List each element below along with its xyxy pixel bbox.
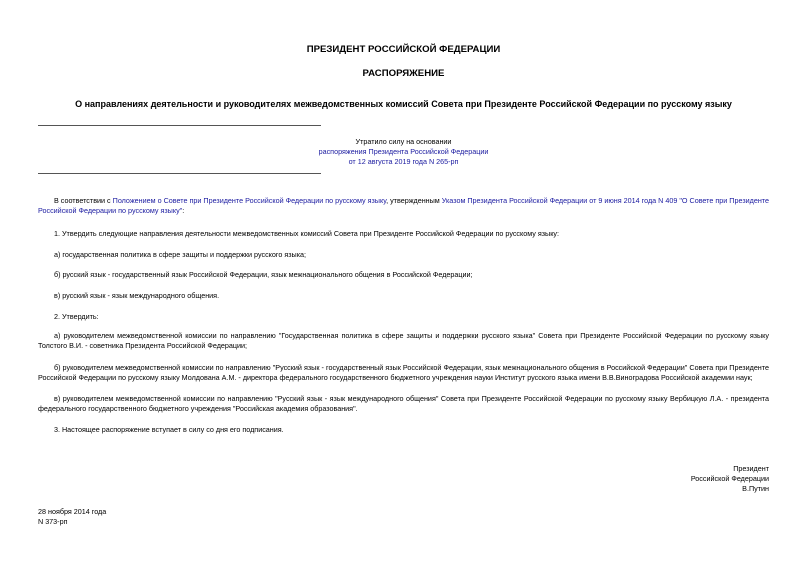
status-note [290,137,517,167]
preamble-text-1: В соответствии с [54,196,113,205]
paragraph-2a: а) руководителем межведомственной комиссии по направлению "Государственная политика в сфере защиты и поддержки русского языка" Совета при Президенте Российской Федерации по русскому языку Толстого В.И. - советника Президента Российской Федерации; [38,331,769,350]
paragraph-2b: б) руководителем межведомственной комиссии по направлению "Русский язык - государственный язык Российской Федерации, язык межнационального общения в Российской Федерации" Совета при Президенте Российской Федерации по русскому языку Молдована А.М. - директора федерального государственного бюджетного учреждения науки Институт русского языка имени В.В.Виноградова Российской академии наук; [38,363,769,382]
signature-name: В.Путин [742,484,769,493]
decree-link[interactable]: Указом Президента Российской Федерации от 9 июня 2014 года N 409 "О Совете при Президенте Российской Федерации по русскому языку" [38,196,769,215]
paragraph-2c: в) руководителем межведомственной комиссии по направлению "Русский язык - язык международного общения" Совета при Президенте Российской Федерации по русскому языку Вербицкую Л.А. - президента федерального государственного бюджетного учреждения "Российская академия образования". [38,394,769,413]
document-footer [38,507,238,527]
signature-title: Президент [733,464,769,473]
signature-block [560,464,769,494]
paragraph-2: 2. Утвердить: [54,312,99,321]
document-authority: ПРЕЗИДЕНТ РОССИЙСКОЙ ФЕДЕРАЦИИ [306,44,501,55]
status-note-link[interactable]: распоряжения Президента Российской Федерации [318,147,489,156]
regulation-link[interactable]: Положением о Совете при Президенте Российской Федерации по русскому языку [112,196,387,205]
paragraph-1: 1. Утвердить следующие направления деятельности межведомственных комиссий Совета при Президенте Российской Федерации по русскому языку: [54,229,560,238]
preamble-text-2: , утвержденным [386,196,442,205]
document-type: РАСПОРЯЖЕНИЕ [362,68,445,79]
divider-top [38,125,321,126]
divider-bottom [38,173,321,174]
signature-country: Российской Федерации [690,474,769,483]
preamble [38,196,769,216]
status-note-date[interactable]: от 12 августа 2019 года N 265-рп [348,157,459,166]
document-number: N 373-рп [38,517,68,526]
paragraph-1b: б) русский язык - государственный язык Российской Федерации, язык межнационального общения в Российской Федерации; [54,270,473,279]
document-title: О направлениях деятельности и руководителях межведомственных комиссий Совета при Президенте Российской Федерации по русскому языку [75,99,732,109]
paragraph-1a: а) государственная политика в сфере защиты и поддержки русского языка; [54,250,306,259]
document-date: 28 ноября 2014 года [38,507,107,516]
paragraph-3: 3. Настоящее распоряжение вступает в силу со дня его подписания. [54,425,284,434]
preamble-text-3: : [182,206,185,215]
status-note-line-1: Утратило силу на основании [355,137,452,146]
paragraph-1c: в) русский язык - язык международного общения. [54,291,220,300]
